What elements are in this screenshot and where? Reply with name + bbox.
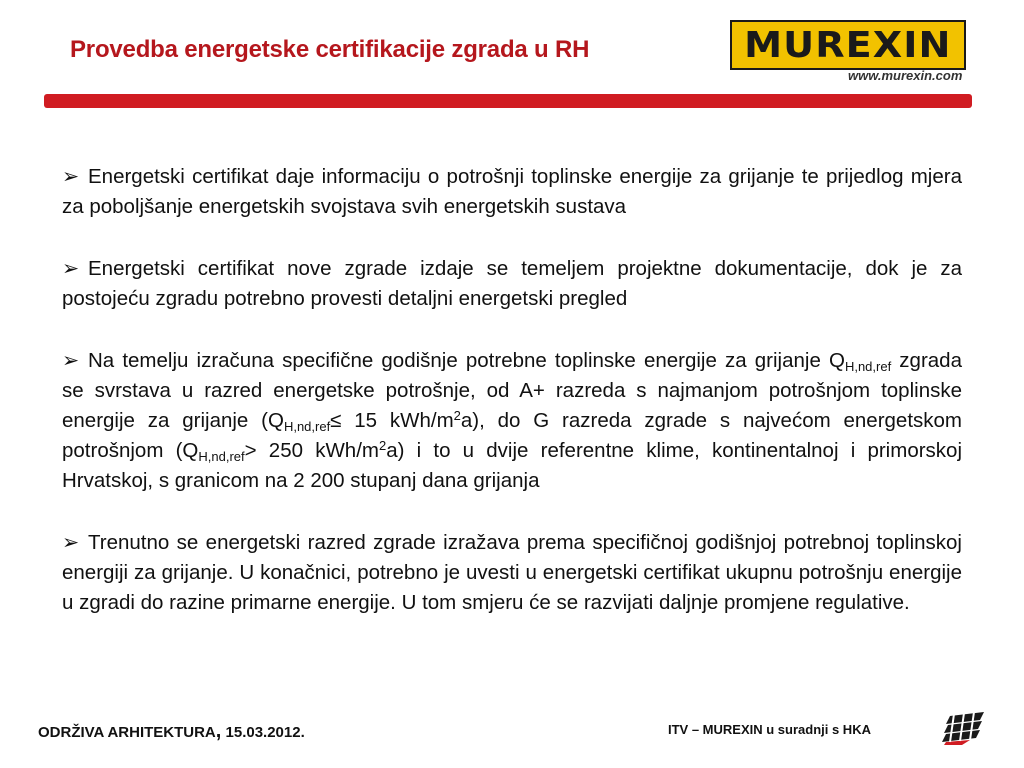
arrow-bullet-icon: ➢ <box>62 349 80 372</box>
murexin-logo <box>730 20 966 70</box>
footer-event <box>38 720 305 743</box>
bullet-text: a) i to u dvije referentne klime, kontinentalnoj i primorskoj Hrvatskoj, s granicom na 2 200 stupanj dana grijanja <box>62 439 963 492</box>
arrow-bullet-icon: ➢ <box>62 165 80 188</box>
bullet-item-1 <box>62 162 962 222</box>
footer-comma: , <box>215 720 222 742</box>
footer-event-name: ODRŽIVA ARHITEKTURA <box>38 724 216 741</box>
superscript: 2 <box>453 408 461 423</box>
footer-organizers: ITV – MUREXIN u suradnji s HKA <box>668 722 871 737</box>
superscript: 2 <box>378 438 387 453</box>
bullet-text: zgrada se svrstava u razred energetske potrošnje, od A+ razreda s najmanjom potrošnjom toplinske energije za grijanje (Q <box>62 349 962 432</box>
hka-logo-icon <box>940 710 988 746</box>
header-divider-bar <box>44 94 972 108</box>
bullet-text: a), do G razreda zgrade s najvećom energetskom potrošnjom (Q <box>62 409 963 462</box>
subscript: H,nd,ref <box>844 359 892 374</box>
bullet-item-4 <box>62 528 962 618</box>
slide-title: Provedba energetske certifikacije zgrada u RH <box>70 36 590 63</box>
bullet-item-3 <box>62 346 962 496</box>
website-url: www.murexin.com <box>848 68 963 83</box>
subscript: H,nd,ref <box>198 449 245 464</box>
bullet-text: > 250 kWh/m <box>244 439 379 462</box>
bullet-text: Trenutno se energetski razred zgrade izražava prema specifičnoj godišnjoj potrebnoj toplinskoj energiji za grijanje. U konačnici, potrebno je uvesti u energetski certifikat ukupnu potrošnju energije u zgradi do razine primarne energije. U tom smjeru će se razvijati daljnje promjene regulative. <box>62 531 962 614</box>
bullet-text: ≤ 15 kWh/m <box>330 409 454 432</box>
bullet-item-2 <box>62 254 962 314</box>
arrow-bullet-icon: ➢ <box>62 257 80 280</box>
logo-text: MUREXIN <box>744 24 952 66</box>
subscript: H,nd,ref <box>283 419 331 434</box>
bullet-text: Energetski certifikat daje informaciju o potrošnji toplinske energije za grijanje te prijedlog mjera za poboljšanje energetskih svojstava svih energetskih sustava <box>62 165 962 218</box>
bullet-text: Na temelju izračuna specifične godišnje potrebne toplinske energije za grijanje Q <box>88 349 845 372</box>
arrow-bullet-icon: ➢ <box>62 531 80 554</box>
bullet-list <box>62 162 962 650</box>
footer-date: 15.03.2012. <box>221 724 305 741</box>
bullet-text: Energetski certifikat nove zgrade izdaje se temeljem projektne dokumentacije, dok je za postojeću zgradu potrebno provesti detaljni energetski pregled <box>62 257 962 310</box>
